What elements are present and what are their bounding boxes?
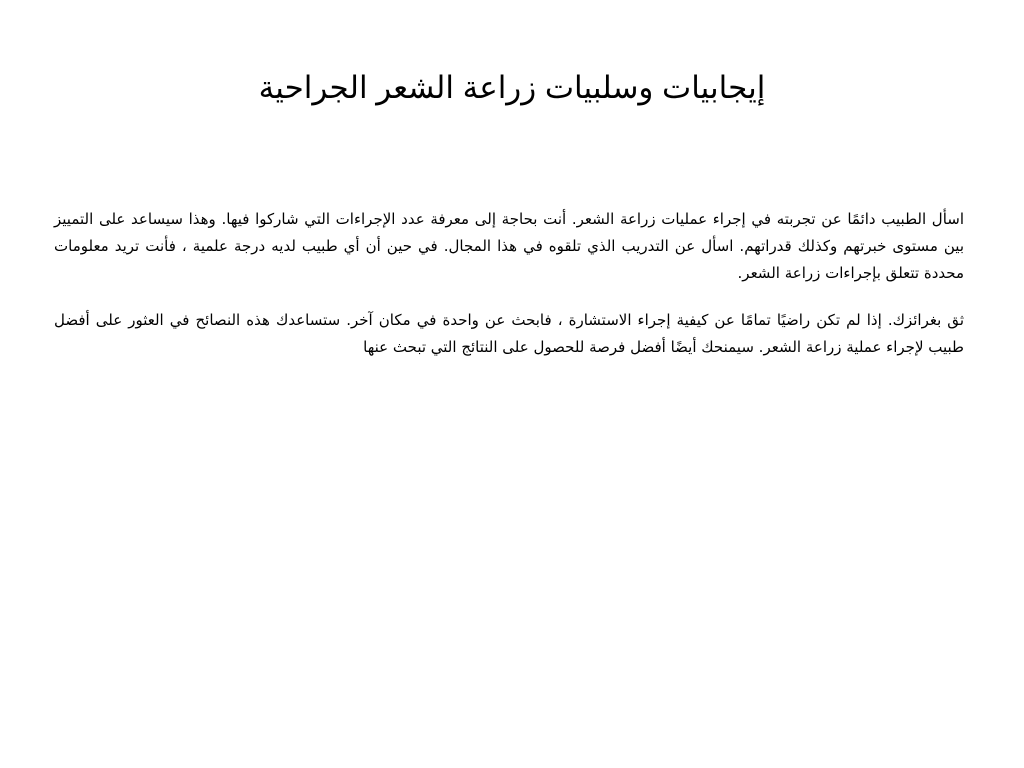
- slide-title: إيجابيات وسلبيات زراعة الشعر الجراحية: [258, 70, 766, 105]
- paragraph-trust-instincts: ثق بغرائزك. إذا لم تكن راضيًا تمامًا عن كيفية إجراء الاستشارة ، فابحث عن واحدة في مكان آخر. ستساعدك هذه النصائح في العثور على أفضل طبيب لإجراء عملية زراعة الشعر. سيمنحك أيضًا أفضل فرصة للحصول على النتائج التي تبحث عنها: [54, 311, 964, 356]
- slide-body: [54, 206, 964, 381]
- paragraph-doctor-experience: اسأل الطبيب دائمًا عن تجربته في إجراء عمليات زراعة الشعر. أنت بحاجة إلى معرفة عدد الإجراءات التي شاركوا فيها. وهذا سيساعد على التمييز بين مستوى خبرتهم وكذلك قدراتهم. اسأل عن التدريب الذي تلقوه في هذا المجال. في حين أن أي طبيب لديه درجة علمية ، فأنت تريد معلومات محددة تتعلق بإجراءات زراعة الشعر.: [54, 210, 964, 282]
